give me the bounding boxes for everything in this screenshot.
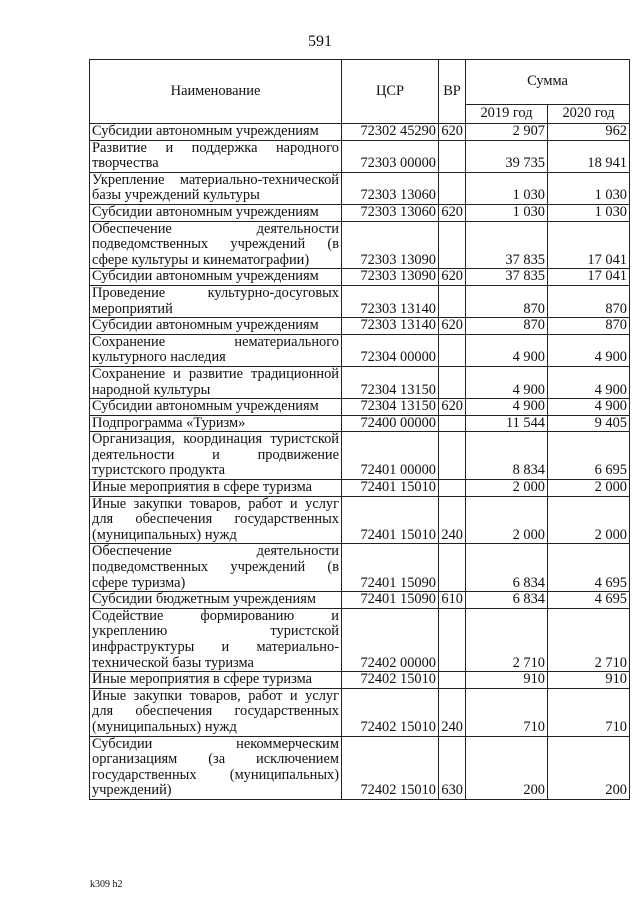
table-header bbox=[90, 60, 630, 124]
row-sum-2019: 37 835 bbox=[466, 221, 548, 269]
row-sum-2020: 2 710 bbox=[548, 608, 630, 671]
table-row bbox=[90, 124, 630, 141]
row-name: Субсидии автономным учреждениям bbox=[90, 204, 342, 221]
row-sum-2020: 1 030 bbox=[548, 172, 630, 204]
budget-table bbox=[89, 59, 630, 800]
row-name: Иные мероприятия в сфере туризма bbox=[90, 672, 342, 689]
row-vr bbox=[439, 672, 466, 689]
row-csr: 72401 15010 bbox=[342, 480, 439, 497]
row-name: Укрепление материально-технической базы учреждений культуры bbox=[90, 172, 342, 204]
row-csr: 72401 15090 bbox=[342, 544, 439, 592]
row-vr: 240 bbox=[439, 496, 466, 544]
header-year-2020: 2020 год bbox=[548, 105, 630, 124]
table-row bbox=[90, 140, 630, 172]
table-row bbox=[90, 366, 630, 398]
row-vr bbox=[439, 608, 466, 671]
row-vr: 620 bbox=[439, 124, 466, 141]
row-vr bbox=[439, 544, 466, 592]
row-vr: 630 bbox=[439, 736, 466, 799]
row-vr bbox=[439, 334, 466, 366]
row-vr bbox=[439, 140, 466, 172]
row-sum-2020: 17 041 bbox=[548, 221, 630, 269]
table-body bbox=[90, 124, 630, 800]
row-csr: 72401 15010 bbox=[342, 496, 439, 544]
row-sum-2020: 2 000 bbox=[548, 480, 630, 497]
row-sum-2019: 37 835 bbox=[466, 269, 548, 286]
row-sum-2019: 2 000 bbox=[466, 480, 548, 497]
row-sum-2019: 6 834 bbox=[466, 592, 548, 609]
table-row bbox=[90, 592, 630, 609]
row-sum-2019: 710 bbox=[466, 688, 548, 736]
row-csr: 72304 00000 bbox=[342, 334, 439, 366]
table-row bbox=[90, 399, 630, 416]
row-name: Сохранение нематериального культурного наследия bbox=[90, 334, 342, 366]
row-sum-2020: 1 030 bbox=[548, 204, 630, 221]
table-row bbox=[90, 334, 630, 366]
row-sum-2019: 1 030 bbox=[466, 172, 548, 204]
row-sum-2019: 11 544 bbox=[466, 415, 548, 432]
row-sum-2020: 4 900 bbox=[548, 334, 630, 366]
row-csr: 72303 00000 bbox=[342, 140, 439, 172]
table-row bbox=[90, 496, 630, 544]
row-name: Развитие и поддержка народного творчества bbox=[90, 140, 342, 172]
row-name: Иные мероприятия в сфере туризма bbox=[90, 480, 342, 497]
row-name: Проведение культурно-досуговых мероприятий bbox=[90, 285, 342, 317]
row-name: Субсидии автономным учреждениям bbox=[90, 318, 342, 335]
table-row bbox=[90, 736, 630, 799]
header-vr: ВР bbox=[439, 60, 466, 124]
row-sum-2019: 870 bbox=[466, 285, 548, 317]
row-csr: 72304 13150 bbox=[342, 366, 439, 398]
row-sum-2020: 962 bbox=[548, 124, 630, 141]
row-name: Субсидии бюджетным учреждениям bbox=[90, 592, 342, 609]
row-sum-2020: 2 000 bbox=[548, 496, 630, 544]
row-sum-2020: 4 900 bbox=[548, 366, 630, 398]
row-sum-2020: 870 bbox=[548, 318, 630, 335]
row-csr: 72303 13090 bbox=[342, 269, 439, 286]
row-vr: 240 bbox=[439, 688, 466, 736]
row-sum-2019: 870 bbox=[466, 318, 548, 335]
row-vr bbox=[439, 172, 466, 204]
row-csr: 72304 13150 bbox=[342, 399, 439, 416]
row-csr: 72303 13060 bbox=[342, 172, 439, 204]
row-sum-2020: 6 695 bbox=[548, 432, 630, 480]
table-row bbox=[90, 544, 630, 592]
row-name: Обеспечение деятельности подведомственных учреждений (в сфере туризма) bbox=[90, 544, 342, 592]
table-row bbox=[90, 608, 630, 671]
row-sum-2020: 4 695 bbox=[548, 592, 630, 609]
row-name: Содействие формированию и укреплению туристской инфраструктуры и материально-технической базы туризма bbox=[90, 608, 342, 671]
row-vr: 620 bbox=[439, 318, 466, 335]
row-sum-2019: 4 900 bbox=[466, 366, 548, 398]
header-year-2019: 2019 год bbox=[466, 105, 548, 124]
row-vr: 610 bbox=[439, 592, 466, 609]
row-csr: 72303 13090 bbox=[342, 221, 439, 269]
row-csr: 72401 15090 bbox=[342, 592, 439, 609]
row-name: Сохранение и развитие традиционной народной культуры bbox=[90, 366, 342, 398]
row-sum-2020: 4 695 bbox=[548, 544, 630, 592]
row-name: Обеспечение деятельности подведомственных учреждений (в сфере культуры и кинематографии) bbox=[90, 221, 342, 269]
table-row bbox=[90, 285, 630, 317]
row-name: Субсидии автономным учреждениям bbox=[90, 399, 342, 416]
table-row bbox=[90, 432, 630, 480]
row-sum-2020: 910 bbox=[548, 672, 630, 689]
row-vr: 620 bbox=[439, 399, 466, 416]
row-sum-2019: 2 907 bbox=[466, 124, 548, 141]
row-sum-2020: 870 bbox=[548, 285, 630, 317]
row-vr bbox=[439, 480, 466, 497]
row-vr bbox=[439, 415, 466, 432]
row-name: Иные закупки товаров, работ и услуг для обеспечения государственных (муниципальных) нужд bbox=[90, 688, 342, 736]
row-csr: 72303 13060 bbox=[342, 204, 439, 221]
table-row bbox=[90, 688, 630, 736]
row-name: Субсидии автономным учреждениям bbox=[90, 269, 342, 286]
row-sum-2019: 910 bbox=[466, 672, 548, 689]
row-vr bbox=[439, 285, 466, 317]
row-sum-2019: 4 900 bbox=[466, 399, 548, 416]
row-sum-2019: 2 710 bbox=[466, 608, 548, 671]
header-csr: ЦСР bbox=[342, 60, 439, 124]
row-vr bbox=[439, 366, 466, 398]
row-csr: 72303 13140 bbox=[342, 285, 439, 317]
row-csr: 72402 15010 bbox=[342, 672, 439, 689]
row-csr: 72402 15010 bbox=[342, 688, 439, 736]
row-vr: 620 bbox=[439, 204, 466, 221]
row-name: Организация, координация туристской деятельности и продвижение туристского продукта bbox=[90, 432, 342, 480]
table-row bbox=[90, 415, 630, 432]
table-row bbox=[90, 318, 630, 335]
table-row bbox=[90, 172, 630, 204]
row-sum-2019: 200 bbox=[466, 736, 548, 799]
table-row bbox=[90, 480, 630, 497]
header-sum: Сумма bbox=[466, 60, 630, 105]
row-csr: 72400 00000 bbox=[342, 415, 439, 432]
row-sum-2020: 200 bbox=[548, 736, 630, 799]
row-sum-2020: 4 900 bbox=[548, 399, 630, 416]
row-vr bbox=[439, 221, 466, 269]
table-row bbox=[90, 221, 630, 269]
row-name: Субсидии автономным учреждениям bbox=[90, 124, 342, 141]
row-sum-2019: 6 834 bbox=[466, 544, 548, 592]
row-name: Субсидии некоммерческим организациям (за исключением государственных (муниципальных) учреждений) bbox=[90, 736, 342, 799]
page-number: 591 bbox=[308, 33, 332, 50]
row-csr: 72402 00000 bbox=[342, 608, 439, 671]
row-csr: 72303 13140 bbox=[342, 318, 439, 335]
row-sum-2019: 2 000 bbox=[466, 496, 548, 544]
table-row bbox=[90, 204, 630, 221]
row-sum-2019: 39 735 bbox=[466, 140, 548, 172]
row-vr bbox=[439, 432, 466, 480]
row-sum-2020: 17 041 bbox=[548, 269, 630, 286]
table-row bbox=[90, 269, 630, 286]
row-vr: 620 bbox=[439, 269, 466, 286]
row-sum-2020: 9 405 bbox=[548, 415, 630, 432]
row-name: Иные закупки товаров, работ и услуг для обеспечения государственных (муниципальных) нужд bbox=[90, 496, 342, 544]
header-name: Наименование bbox=[90, 60, 342, 124]
row-csr: 72401 00000 bbox=[342, 432, 439, 480]
table-row bbox=[90, 672, 630, 689]
row-csr: 72402 15010 bbox=[342, 736, 439, 799]
row-sum-2019: 1 030 bbox=[466, 204, 548, 221]
row-sum-2019: 4 900 bbox=[466, 334, 548, 366]
row-sum-2020: 710 bbox=[548, 688, 630, 736]
row-sum-2019: 8 834 bbox=[466, 432, 548, 480]
row-sum-2020: 18 941 bbox=[548, 140, 630, 172]
row-csr: 72302 45290 bbox=[342, 124, 439, 141]
row-name: Подпрограмма «Туризм» bbox=[90, 415, 342, 432]
footer-code: k309 h2 bbox=[90, 879, 123, 890]
